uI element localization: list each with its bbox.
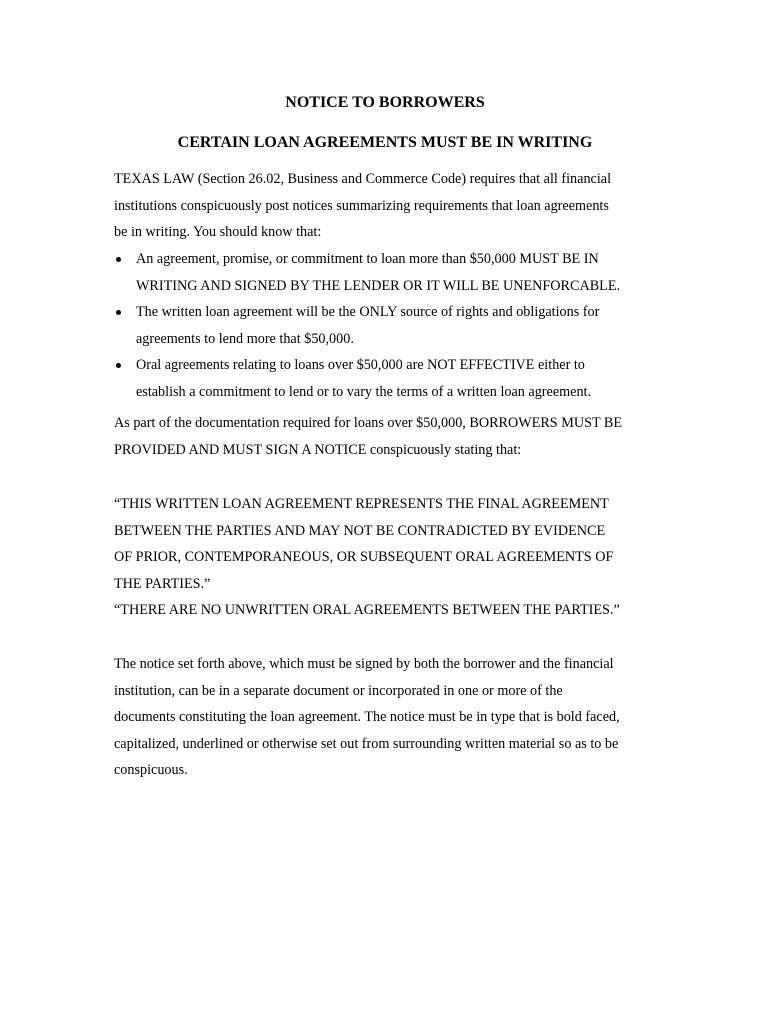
requirement-line: Oral agreements relating to loans over $50,000 are NOT EFFECTIVE either to bbox=[136, 357, 585, 373]
requirement-item bbox=[114, 246, 674, 299]
requirement-item bbox=[114, 352, 674, 405]
notice-line: documents constituting the loan agreement. The notice must be in type that is bold faced, bbox=[114, 709, 620, 725]
bullet-icon bbox=[116, 257, 121, 262]
intro-line: institutions conspicuously post notices summarizing requirements that loan agreements bbox=[114, 197, 609, 214]
quote-line: “THERE ARE NO UNWRITTEN ORAL AGREEMENTS BETWEEN THE PARTIES.” bbox=[114, 602, 620, 618]
requirement-line: WRITING AND SIGNED BY THE LENDER OR IT WILL BE UNENFORCABLE. bbox=[136, 277, 621, 294]
intro-line: TEXAS LAW (Section 26.02, Business and Commerce Code) requires that all financial bbox=[114, 171, 612, 187]
intro-paragraph bbox=[114, 166, 674, 246]
bullet-icon bbox=[116, 363, 121, 368]
requirement-item bbox=[114, 299, 674, 352]
notice-quote bbox=[114, 491, 674, 597]
requirement-line: An agreement, promise, or commitment to loan more than $50,000 MUST BE IN bbox=[136, 251, 599, 267]
bullet-icon bbox=[116, 310, 121, 315]
requirement-line: establish a commitment to lend or to vary the terms of a written loan agreement. bbox=[136, 383, 592, 400]
notice-line: conspicuous. bbox=[114, 762, 188, 778]
notice-explanation-paragraph bbox=[114, 651, 674, 784]
quote-line: OF PRIOR, CONTEMPORANEOUS, OR SUBSEQUENT ORAL AGREEMENTS OF bbox=[114, 549, 614, 565]
notice-line: capitalized, underlined or otherwise set out from surrounding written material so as to be bbox=[114, 735, 619, 752]
notice-line: The notice set forth above, which must be signed by both the borrower and the financial bbox=[114, 656, 614, 672]
requirement-line: agreements to lend more that $50,000. bbox=[136, 330, 354, 347]
page-title: NOTICE TO BORROWERS bbox=[285, 94, 485, 111]
notice-quote-second bbox=[114, 597, 674, 624]
page-subtitle: CERTAIN LOAN AGREEMENTS MUST BE IN WRITING bbox=[177, 134, 593, 151]
documentation-line: As part of the documentation required for loans over $50,000, BORROWERS MUST BE bbox=[114, 415, 623, 431]
quote-line: “THIS WRITTEN LOAN AGREEMENT REPRESENTS THE FINAL AGREEMENT bbox=[114, 496, 609, 512]
requirements-list bbox=[114, 246, 674, 405]
documentation-paragraph bbox=[114, 410, 674, 463]
intro-line: be in writing. You should know that: bbox=[114, 224, 322, 240]
quote-line: THE PARTIES.” bbox=[114, 575, 211, 592]
notice-line: institution, can be in a separate document or incorporated in one or more of the bbox=[114, 682, 563, 699]
requirement-line: The written loan agreement will be the ONLY source of rights and obligations for bbox=[136, 304, 600, 320]
quote-line: BETWEEN THE PARTIES AND MAY NOT BE CONTRADICTED BY EVIDENCE bbox=[114, 522, 606, 539]
documentation-line: PROVIDED AND MUST SIGN A NOTICE conspicuously stating that: bbox=[114, 441, 522, 458]
